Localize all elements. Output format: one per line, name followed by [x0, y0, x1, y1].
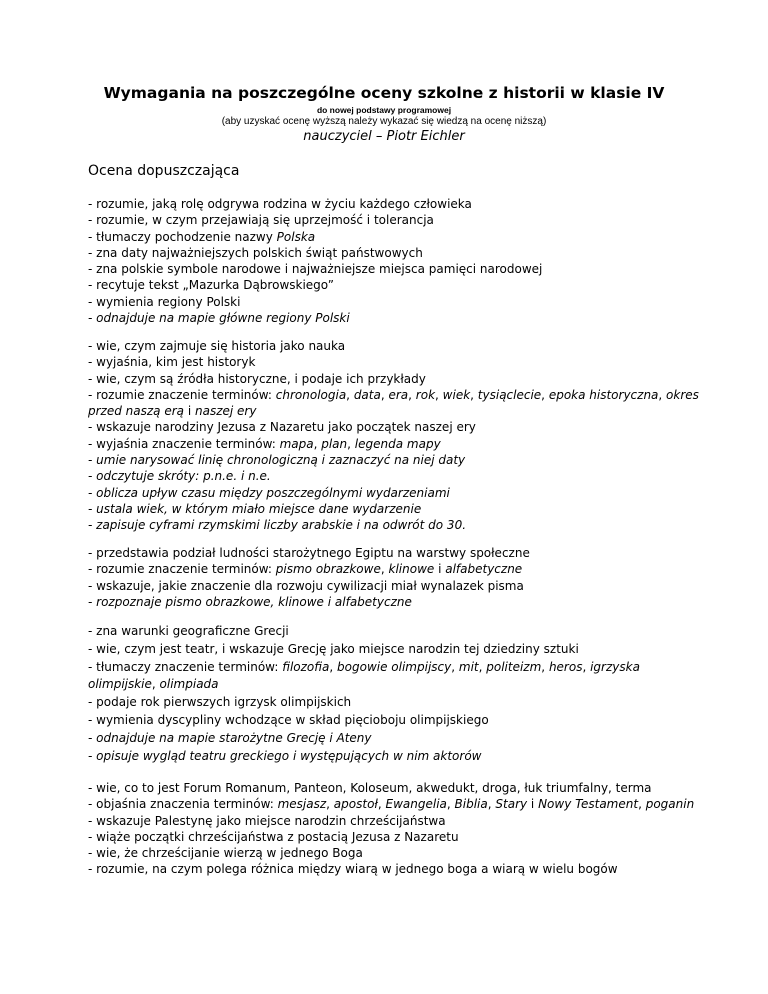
requirement-line	[88, 245, 688, 261]
requirements-section-1	[88, 196, 688, 326]
term-italic: mit	[458, 659, 479, 674]
term-italic: Ewangelia	[385, 797, 447, 812]
term-italic: data	[353, 387, 381, 402]
line-text: - zna daty najważniejszych polskich świąt państwowych	[88, 245, 423, 260]
line-text: - recytuje tekst „Mazurka Dąbrowskiego”	[88, 278, 334, 293]
requirement-line	[88, 578, 688, 594]
term-italic: plan	[321, 436, 348, 451]
line-text: ,	[541, 387, 549, 402]
line-text: - wyjaśnia znaczenie terminów:	[88, 436, 280, 451]
line-text: i	[434, 562, 446, 577]
requirement-line	[88, 748, 688, 766]
term-italic: alfabetyczne	[445, 562, 523, 577]
term-italic: Polska	[276, 229, 316, 244]
requirement-line	[88, 294, 688, 310]
line-text: - objaśnia znaczenia terminów:	[88, 797, 278, 812]
line-text: ,	[478, 659, 487, 674]
requirement-line	[88, 452, 688, 468]
term-italic: - rozpoznaje pismo obrazkowe, klinowe i alfabetyczne	[88, 594, 412, 609]
line-text: ,	[658, 387, 667, 402]
term-italic: - odnajduje na mapie główne regiony Polski	[88, 311, 350, 326]
requirement-line	[88, 517, 688, 533]
requirement-line	[88, 861, 688, 877]
term-italic: bogowie olimpijscy	[337, 659, 452, 674]
line-text: - wymienia dyscypliny wchodzące w skład pięcioboju olimpijskiego	[88, 712, 489, 727]
line-text: ,	[346, 387, 354, 402]
teacher-name: nauczyciel – Piotr Eichler	[303, 129, 465, 144]
term-italic: politeizm	[486, 659, 542, 674]
requirements-section-2	[88, 338, 699, 534]
line-text: ,	[151, 677, 160, 692]
line-text: ,	[582, 659, 591, 674]
requirement-line	[88, 845, 688, 861]
term-italic: - odnajduje na mapie starożytne Grecję i Ateny	[88, 730, 372, 745]
document-subtitle: do nowej podstawy programowej	[316, 105, 452, 115]
requirement-line	[88, 354, 688, 370]
document-title: Wymagania na poszczególne oceny szkolne z historii w klasie IV	[103, 84, 665, 102]
line-text: - wymienia regiony Polski	[88, 294, 241, 309]
term-italic: epoka historyczna	[548, 387, 659, 402]
line-text: - tłumaczy znaczenie terminów:	[88, 659, 283, 674]
line-text: - zna polskie symbole narodowe i najważniejsze miejsca pamięci narodowej	[88, 262, 543, 277]
line-text: i	[184, 404, 195, 419]
requirement-line	[88, 387, 699, 403]
line-text: ,	[380, 387, 389, 402]
requirement-line	[88, 403, 688, 419]
requirement-line	[88, 641, 688, 659]
requirement-line	[88, 694, 688, 712]
line-text: - wie, co to jest Forum Romanum, Panteon, Koloseum, akwedukt, droga, łuk triumfalny, terma	[88, 781, 652, 795]
requirement-line	[88, 796, 695, 812]
line-text: - wskazuje narodziny Jezusa z Nazaretu jako początek naszej ery	[88, 420, 476, 435]
requirement-line	[88, 196, 688, 212]
term-italic: legenda mapy	[354, 436, 441, 451]
term-italic: naszej ery	[194, 404, 257, 419]
line-text: ,	[377, 797, 386, 812]
line-text: ,	[470, 387, 478, 402]
term-italic: okres	[666, 387, 699, 402]
line-text: ,	[408, 387, 416, 402]
line-text: ,	[347, 436, 355, 451]
line-text: ,	[446, 797, 455, 812]
requirement-line	[88, 436, 688, 452]
term-italic: tysiąclecie	[477, 387, 542, 402]
term-italic: heros	[548, 659, 583, 674]
requirement-line	[88, 485, 688, 501]
line-text: - rozumie, w czym przejawiają się uprzejmość i tolerancja	[88, 213, 434, 228]
line-text: ,	[380, 562, 389, 577]
requirement-line	[88, 813, 688, 829]
term-italic: - odczytuje skróty: p.n.e. i n.e.	[88, 469, 271, 484]
requirement-line	[88, 676, 688, 694]
line-text: - wie, czym jest teatr, i wskazuje Grecję jako miejsce narodzin tej dziedziny sztuki	[88, 641, 579, 656]
requirement-line	[88, 229, 688, 245]
term-italic: mapa	[279, 436, 314, 451]
line-text: ,	[541, 659, 549, 674]
grade-heading: Ocena dopuszczająca	[88, 163, 240, 179]
term-italic: olimpiada	[159, 677, 219, 692]
term-italic: Biblia	[454, 797, 488, 812]
document-note: (aby uzyskać ocenę wyższą należy wykazać się wiedzą na ocenę niższą)	[221, 116, 547, 127]
requirement-line	[88, 545, 688, 561]
requirement-line	[88, 261, 688, 277]
line-text: - wie, czym są źródła historyczne, i podaje ich przykłady	[88, 371, 426, 386]
requirement-line	[88, 277, 688, 293]
term-italic: apostoł	[333, 797, 378, 812]
line-text: ,	[638, 797, 646, 812]
term-italic: Stary	[495, 797, 528, 812]
line-text: ,	[329, 659, 338, 674]
line-text: ,	[313, 436, 322, 451]
requirement-line	[88, 594, 688, 610]
line-text: - tłumaczy pochodzenie nazwy	[88, 229, 277, 244]
requirement-line	[88, 501, 688, 517]
line-text: - podaje rok pierwszych igrzysk olimpijskich	[88, 695, 352, 710]
line-text: - wskazuje Palestynę jako miejsce narodzin chrześcijaństwa	[88, 813, 446, 828]
requirement-line	[88, 561, 688, 577]
term-italic: mesjasz	[277, 797, 327, 812]
term-italic: poganin	[645, 797, 695, 812]
line-text: - przedstawia podział ludności starożytnego Egiptu na warstwy społeczne	[88, 546, 530, 560]
line-text: - rozumie, na czym polega różnica między wiarą w jednego boga a wiarą w wielu bogów	[88, 862, 618, 877]
line-text: ,	[451, 659, 459, 674]
term-italic: - zapisuje cyframi rzymskimi liczby arabskie i na odwrót do 30.	[88, 518, 467, 533]
term-italic: filozofia	[282, 659, 330, 674]
line-text: ,	[487, 797, 496, 812]
requirement-line	[88, 419, 688, 435]
term-italic: wiek	[442, 387, 471, 402]
requirement-line	[88, 659, 688, 677]
line-text: i	[527, 797, 539, 812]
term-italic: - oblicza upływ czasu między poszczególnymi wydarzeniami	[88, 485, 450, 500]
term-italic: chronologia	[275, 387, 347, 402]
term-italic: igrzyska	[590, 659, 640, 674]
term-italic: przed naszą erą	[88, 404, 185, 419]
line-text: - wie, że chrześcijanie wierzą w jednego Boga	[88, 846, 363, 861]
line-text: - rozumie, jaką rolę odgrywa rodzina w życiu każdego człowieka	[88, 197, 472, 211]
requirement-line	[88, 730, 688, 748]
requirement-line	[88, 780, 688, 796]
line-text: - wie, czym zajmuje się historia jako nauka	[88, 339, 346, 353]
line-text: - wyjaśnia, kim jest historyk	[88, 355, 256, 370]
term-italic: - ustala wiek, w którym miało miejsce dane wydarzenie	[88, 501, 422, 516]
term-italic: Nowy Testament	[538, 797, 639, 812]
term-italic: - opisuje wygląd teatru greckiego i występujących w nim aktorów	[88, 748, 482, 763]
line-text: - zna warunki geograficzne Grecji	[88, 624, 289, 638]
term-italic: pismo obrazkowe	[275, 562, 381, 577]
requirements-section-3	[88, 545, 688, 610]
requirement-line	[88, 371, 688, 387]
term-italic: era	[388, 387, 409, 402]
line-text: ,	[435, 387, 443, 402]
requirement-line	[88, 623, 688, 641]
line-text: - rozumie znaczenie terminów:	[88, 387, 276, 402]
term-italic: olimpijskie	[88, 677, 152, 692]
requirements-section-5	[88, 780, 695, 878]
requirements-section-4	[88, 623, 688, 765]
requirement-line	[88, 310, 688, 326]
line-text: - wiąże początki chrześcijaństwa z postacią Jezusa z Nazaretu	[88, 829, 459, 844]
requirement-line	[88, 712, 688, 730]
term-italic: klinowe	[388, 562, 435, 577]
requirement-line	[88, 468, 688, 484]
term-italic: rok	[415, 387, 436, 402]
line-text: - rozumie znaczenie terminów:	[88, 562, 276, 577]
term-italic: - umie narysować linię chronologiczną i zaznaczyć na niej daty	[88, 453, 466, 468]
line-text: ,	[326, 797, 334, 812]
requirement-line	[88, 829, 688, 845]
requirement-line	[88, 212, 688, 228]
line-text: - wskazuje, jakie znaczenie dla rozwoju cywilizacji miał wynalazek pisma	[88, 578, 524, 593]
requirement-line	[88, 338, 688, 354]
